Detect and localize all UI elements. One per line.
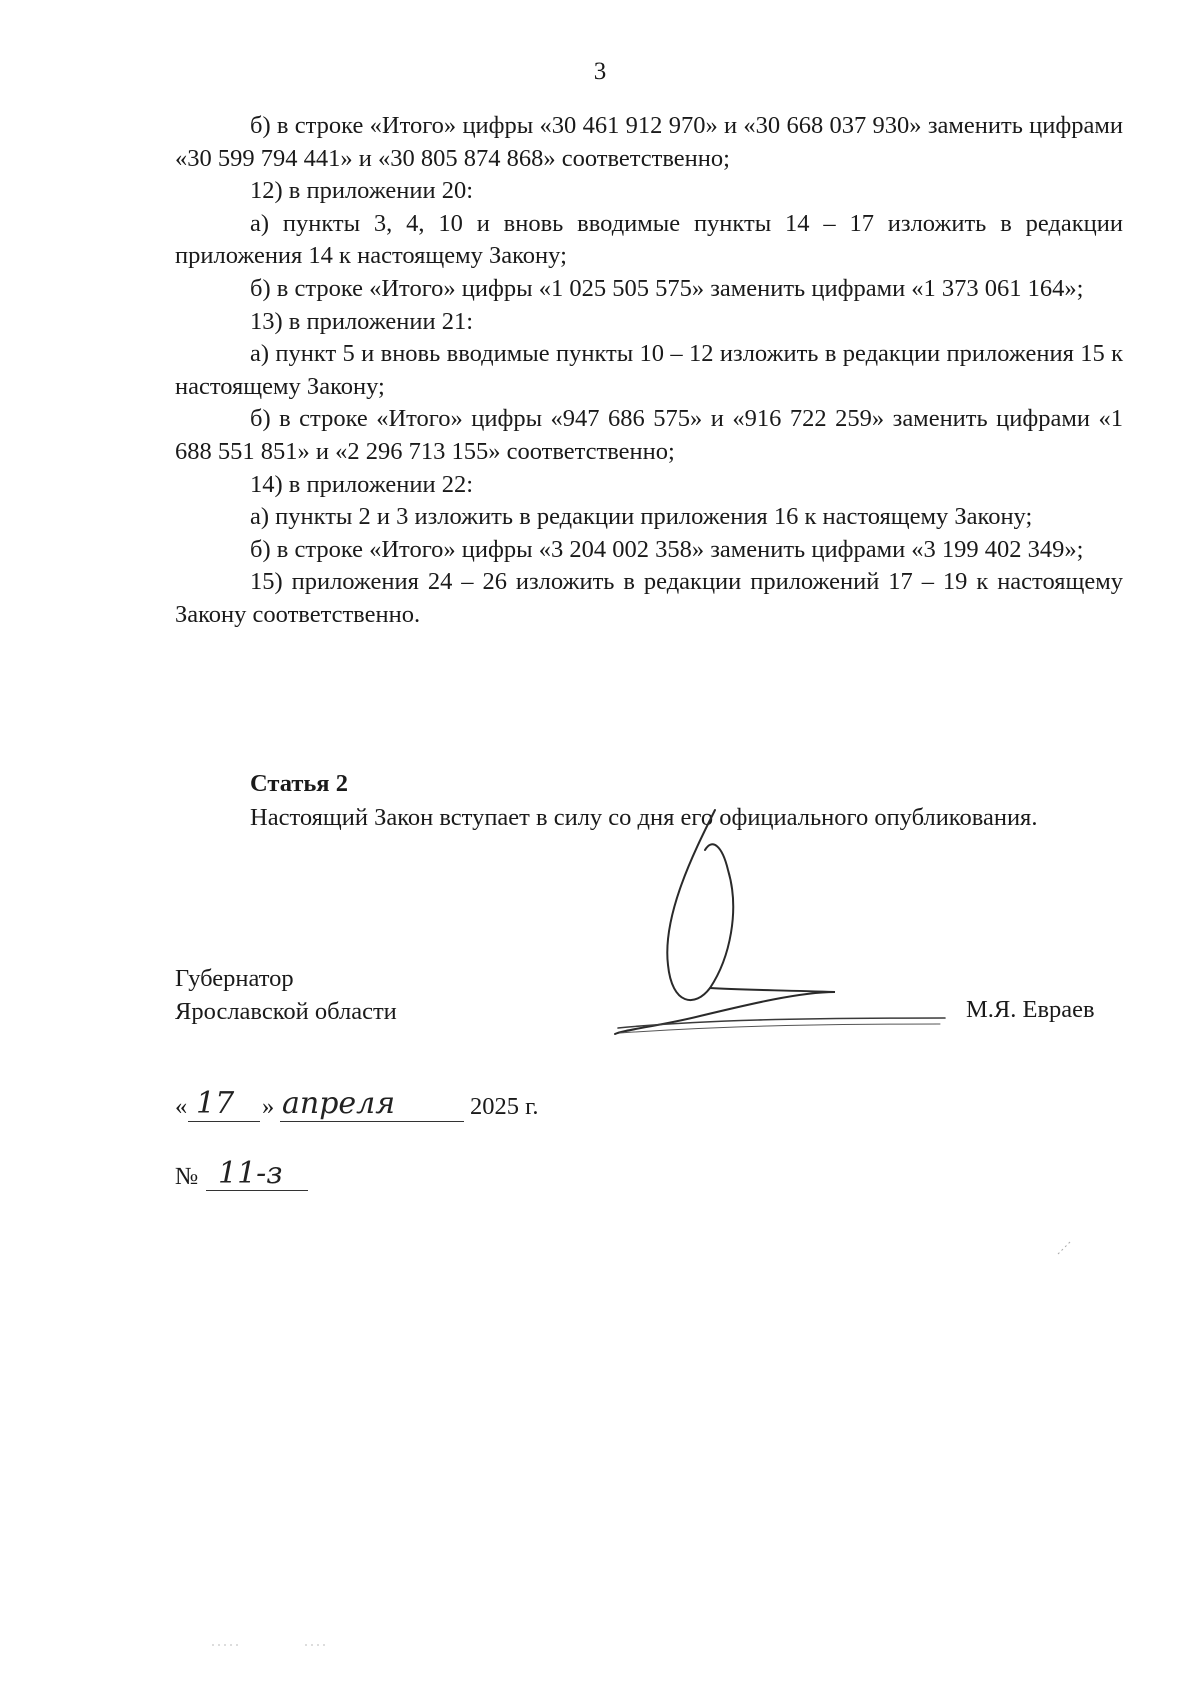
article-text: Настоящий Закон вступает в силу со дня его официального опубликования. [250,804,1038,831]
signatory-name: М.Я. Евраев [966,996,1095,1023]
number-sign: № [175,1163,199,1190]
signatory-title [175,962,397,1028]
signatory-title-line: Ярославской области [175,998,397,1025]
number-underline [206,1190,308,1191]
paragraph: 13) в приложении 21: [250,307,474,335]
amendments-text [175,110,1123,632]
handwritten-signature [600,790,960,1050]
month-underline [280,1121,464,1122]
signatory-title-line: Губернатор [175,965,294,992]
article-heading: Статья 2 [250,770,348,797]
date-day: 17 [196,1086,235,1121]
paragraph: б) в строке «Итого» цифры «3 204 002 358» заменить цифрами «3 199 402 349»; [250,535,1084,563]
paragraph: 15) приложения 24 – 26 изложить в редакции приложений 17 – 19 к настоящему Закону соответственно. [175,568,1123,628]
page-number: 3 [593,58,607,85]
date-open-quote: « [175,1093,188,1120]
paragraph: 12) в приложении 20: [250,177,474,205]
law-number-value: 11-з [218,1156,283,1191]
paragraph: а) пункты 3, 4, 10 и вновь вводимые пункты 14 – 17 изложить в редакции приложения 14 к настоящему Закону; [175,209,1123,270]
paragraph: б) в строке «Итого» цифры «1 025 505 575» заменить цифрами «1 373 061 164»; [250,274,1084,302]
date-year: 2025 г. [470,1093,539,1120]
paragraph: а) пункт 5 и вновь вводимые пункты 10 – 12 изложить в редакции приложения 15 к настоящему Закону; [175,340,1123,400]
paragraph: 14) в приложении 22: [250,470,474,498]
day-underline [188,1121,260,1122]
paragraph: б) в строке «Итого» цифры «947 686 575» и «916 722 259» заменить цифрами «1 688 551 851» и «2 296 713 155» соответственно; [175,405,1123,465]
paragraph: а) пункты 2 и 3 изложить в редакции приложения 16 к настоящему Закону; [250,503,1033,531]
date-month: апреля [282,1086,396,1121]
scan-speck [210,1640,340,1650]
date-close-quote: » [262,1093,275,1120]
paragraph: б) в строке «Итого» цифры «30 461 912 970» и «30 668 037 930» заменить цифрами «30 599 794 441» и «30 805 874 868» соответственно; [175,112,1123,172]
scan-speck [1050,1230,1090,1260]
